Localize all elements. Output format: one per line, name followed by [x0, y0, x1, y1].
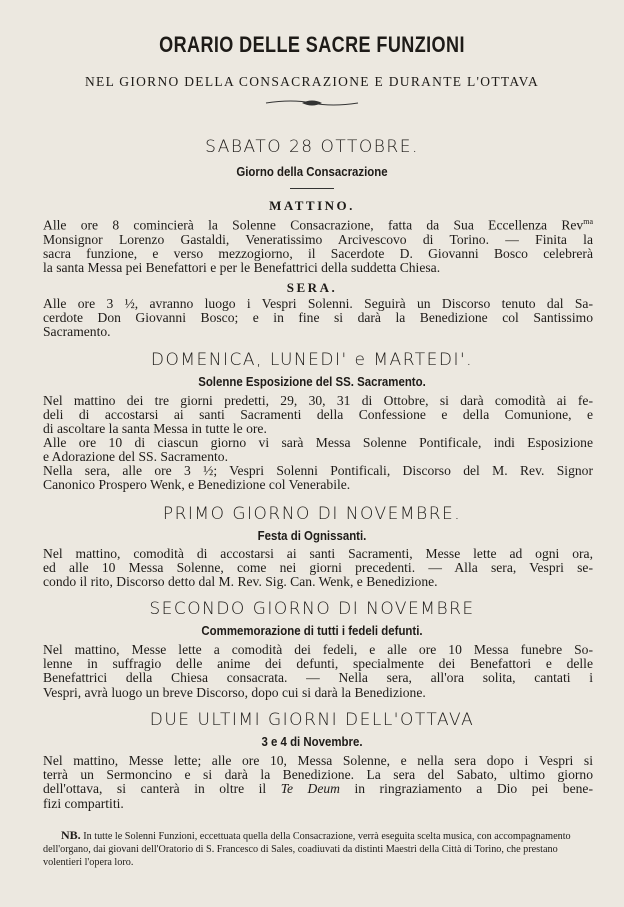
paragraph-secondo: Nel mattino, Messe lette a comodità dei fedeli, e alle ore 10 Messa funebre So- lenne in suffragio delle anime dei defunti, specialmente dei Benefattori e delle Benefattrici della Chiesa consacrata. — Nella sera, all'ora solita, cantati i Vespri, avrà luogo un breve Discorso, dopo cui si darà la Benedizione. — [43, 642, 593, 700]
section-heading-secondo: SECONDO GIORNO DI NOVEMBRE — [149, 599, 475, 619]
section-heading-ultimi: DUE ULTIMI GIORNI DELL'OTTAVA — [149, 710, 475, 730]
section-subheading-sabato: Giorno della Consacrazione — [236, 164, 388, 179]
section-subheading-primo: Festa di Ognissanti. — [257, 528, 367, 543]
page-subtitle: NEL GIORNO DELLA CONSACRAZIONE E DURANTE L'OTTAVA — [84, 74, 540, 89]
label-sera: SERA. — [286, 280, 338, 295]
paragraph-domenica-3: Nella sera, alle ore 3 ½; Vespri Solenni Pontificali, Discorso del M. Rev. Signor Canonico Prospero Wenk, e Benedizione col Venerabile. — [43, 463, 593, 493]
footnote — [43, 829, 593, 869]
section-heading-sabato: SABATO 28 OTTOBRE. — [205, 137, 419, 157]
footnote-text: In tutte le Solenni Funzioni, eccettuata quella della Consacrazione, verrà eseguita scelta musica, con accompagnamento dell'organo, dai giovani dell'Oratorio di S. Francesco di Sales, coadiuvati da distinti Maestri della Città di Torino, che prestano volentieri l'opera loro. — [43, 831, 571, 868]
section-subheading-secondo: Commemorazione di tutti i fedeli defunti. — [201, 623, 423, 638]
section-heading-primo: PRIMO GIORNO DI NOVEMBRE. — [162, 504, 462, 524]
footnote-nb-label: NB. — [61, 828, 81, 842]
paragraph-primo: Nel mattino, comodità di accostarsi ai santi Sacramenti, Messe lette ad ogni ora, ed alle 10 Messa Solenne, come nei giorni precedenti. — Alla sera, Vespri se- condo il rito, Discorso detto dal M. Rev. Sig. Can. Wenk, e Benedizione. — [43, 546, 593, 590]
page-title: ORARIO DELLE SACRE FUNZIONI — [159, 32, 465, 57]
paragraph-ultimi: Nel mattino, Messe lette; alle ore 10, Messa Solenne, e nella sera dopo i Vespri si terrà un Sermoncino e si darà la Benedizione. La sera del Sabato, ultimo giorno dell'ottava, si canterà in oltre il Te Deum in ringraziamento a Dio pei bene- fizi compartiti. — [43, 753, 593, 811]
section-subheading-ultimi: 3 e 4 di Novembre. — [261, 734, 363, 749]
section-subheading-domenica: Solenne Esposizione del SS. Sacramento. — [198, 374, 426, 389]
ornament-divider-icon — [262, 97, 362, 109]
section-heading-domenica: DOMENICA, LUNEDI' e MARTEDI'. — [150, 350, 474, 370]
paragraph-domenica-2: Alle ore 10 di ciascun giorno vi sarà Messa Solenne Pontificale, indi Esposizione e Adorazione del SS. Sacramento. — [43, 435, 593, 465]
paragraph-sabato-sera: Alle ore 3 ½, avranno luogo i Vespri Solenni. Seguirà un Discorso tenuto dal Sa- cerdote Don Giovanni Bosco; e in fine si darà la Benedizione col Santissimo Sacramento. — [43, 296, 593, 340]
paragraph-domenica-1: Nel mattino dei tre giorni predetti, 29, 30, 31 di Ottobre, si darà comodità ai fe- deli di accostarsi ai santi Sacramenti della Confessione e della Comunione, e di ascoltare la santa Messa in tutte le ore. — [43, 393, 593, 437]
paragraph-sabato-mattino: Alle ore 8 comincierà la Solenne Consacrazione, fatta da Sua Eccellenza Rev$^{ma}$ Monsignor Lorenzo Gastaldi, Veneratissimo Arcivescovo di Torino. — Finita la sacra funzione, e verso mezzogiorno, il Sacerdote D. Giovanni Bosco celebrerà la santa Messa pei Benefattori e per le Benefattrici della suddetta Chiesa. — [43, 217, 593, 276]
label-mattino: MATTINO. — [269, 198, 355, 213]
section-rule — [290, 188, 334, 189]
